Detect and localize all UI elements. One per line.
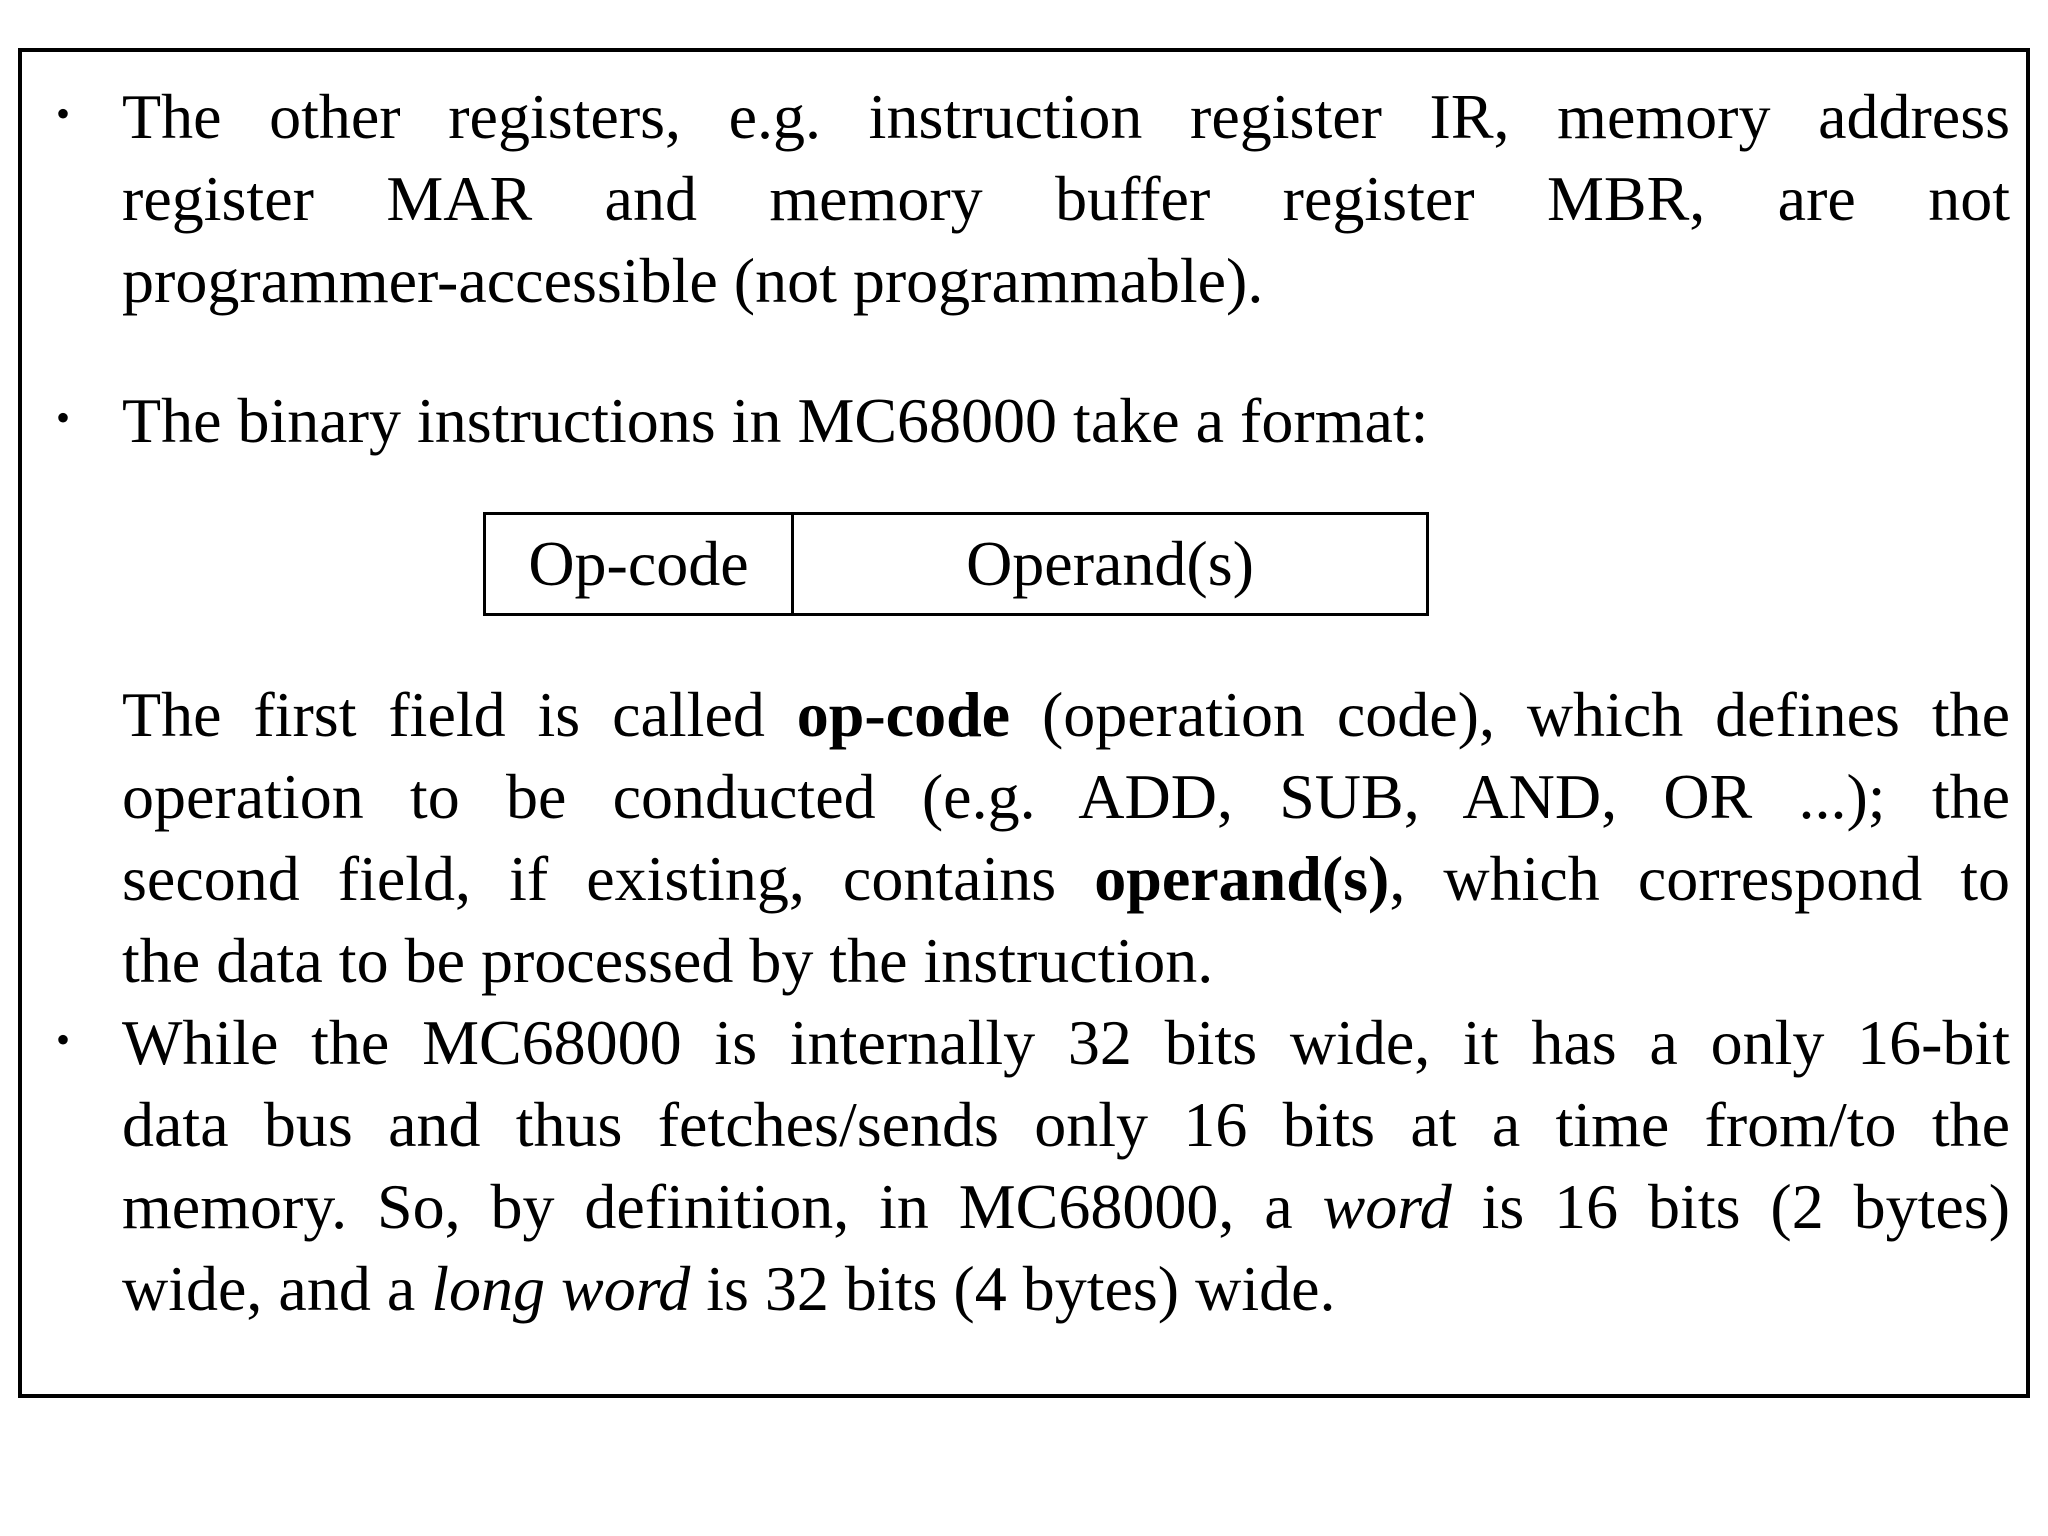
slide-frame xyxy=(18,48,2030,1398)
text-segment: (operation code), which defines the xyxy=(1010,679,2011,750)
opcode-cell: Op-code xyxy=(486,515,794,613)
italic-term-word: word xyxy=(1322,1171,1452,1242)
bullet-marker: • xyxy=(56,395,71,440)
bullet-format-text: The binary instructions in MC68000 take a format: xyxy=(122,385,1429,456)
bullet-marker: • xyxy=(56,91,71,136)
bullet-registers-text xyxy=(122,76,2010,322)
text-line: While the MC68000 is internally 32 bits wide, it has a only 16-bit xyxy=(122,1007,2010,1078)
text-segment: second field, if existing, contains xyxy=(122,843,1095,914)
text-line: register MAR and memory buffer register MBR, are not xyxy=(122,163,2010,234)
text-segment: , which correspond to xyxy=(1389,843,2011,914)
bold-term-operands: operand(s) xyxy=(1094,843,1390,914)
text-line: data bus and thus fetches/sends only 16 bits at a time from/to the xyxy=(122,1089,2010,1160)
text-line xyxy=(122,1166,2010,1248)
text-segment: wide, and a xyxy=(122,1253,432,1324)
italic-term-long-word: long word xyxy=(431,1253,691,1324)
text-line: the data to be processed by the instruction. xyxy=(122,925,1214,996)
text-segment: is 32 bits (4 bytes) wide. xyxy=(690,1253,1336,1324)
bullet-word-size xyxy=(122,1002,2030,1330)
bullet-marker: • xyxy=(56,1017,71,1062)
operand-cell: Operand(s) xyxy=(966,528,1254,599)
opcode-explanation xyxy=(122,674,2030,1002)
text-line xyxy=(122,1248,2010,1330)
text-segment: memory. So, by definition, in MC68000, a xyxy=(122,1171,1323,1242)
text-line xyxy=(122,674,2010,756)
text-line: operation to be conducted (e.g. ADD, SUB, AND, OR ...); the xyxy=(122,761,2010,832)
text-line: The other registers, e.g. instruction register IR, memory address xyxy=(122,81,2010,152)
text-line xyxy=(122,838,2010,920)
text-segment: The first field is called xyxy=(122,679,797,750)
bullet-registers xyxy=(122,76,2030,322)
bold-term-opcode: op-code xyxy=(796,679,1011,750)
instruction-format-table xyxy=(483,512,1429,616)
text-line: programmer-accessible (not programmable). xyxy=(122,245,1264,316)
text-segment: is 16 bits (2 bytes) xyxy=(1451,1171,2011,1242)
bullet-format xyxy=(122,380,2030,462)
opcode-explanation-text xyxy=(122,674,2010,1002)
bullet-word-size-text xyxy=(122,1002,2010,1330)
